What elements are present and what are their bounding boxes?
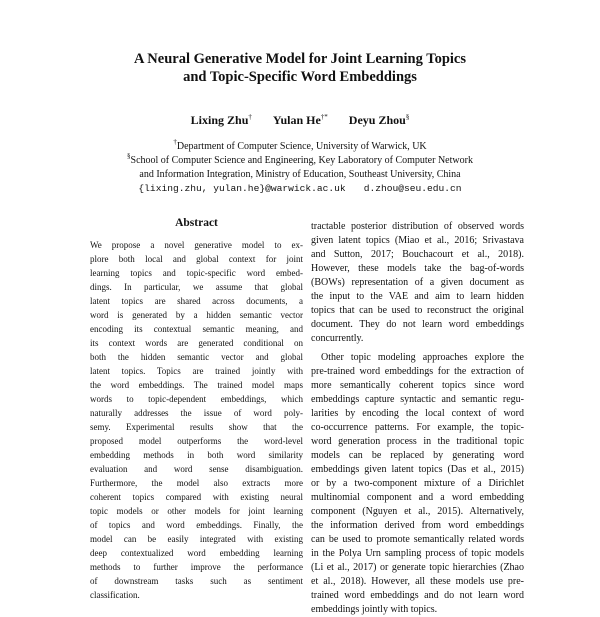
abstract-line: of downstream tasks such as sentiment xyxy=(90,576,303,586)
body-line: tractable posterior distribution of observed words xyxy=(311,221,524,232)
abstract-line: of topics and word embeddings. Finally, the xyxy=(90,520,303,530)
abstract-line: classification. xyxy=(90,590,140,600)
body-line: (BOWs) representation of a given document as xyxy=(311,277,524,288)
author-3 xyxy=(349,113,410,127)
affiliation-3 xyxy=(60,168,540,182)
body-line: multinomial component and a word embedding xyxy=(311,492,524,503)
body-line: component (Nguyen et al., 2015). Alternatively, xyxy=(311,506,524,517)
body-line: et al., 2018). However, all these models use pre- xyxy=(311,576,524,587)
abstract-body xyxy=(90,238,303,602)
body-line: (Li et al., 2017) or generate topic hierarchies (Zhao xyxy=(311,562,524,573)
body-line: models can be replaced by generating word xyxy=(311,450,524,461)
abstract-line: learning topics and topic-specific word embed- xyxy=(90,268,303,278)
affiliation-mark: § xyxy=(127,152,131,160)
paragraph-2 xyxy=(311,351,524,617)
abstract-line: dings. In particular, we assume that global xyxy=(90,282,303,292)
affiliations xyxy=(60,140,540,196)
abstract-line: deep contextualized word embedding learning xyxy=(90,548,303,558)
left-column xyxy=(90,216,303,602)
abstract-line: its context words are generated conditional on xyxy=(90,338,303,348)
email-seu: d.zhou@seu.edu.cn xyxy=(363,183,462,194)
author-2 xyxy=(273,113,328,127)
author-name: Deyu Zhou xyxy=(348,113,406,127)
body-line: or by a two-component mixture of a Dirichlet xyxy=(311,478,524,489)
abstract-line: latent topics are shared across documents, a xyxy=(90,296,303,306)
abstract-line: word is generated by a hidden semantic vector xyxy=(90,310,303,320)
body-line: Other topic modeling approaches explore the xyxy=(321,352,524,363)
paper-title xyxy=(60,50,540,86)
body-line: document. They do not learn word embeddings xyxy=(311,319,524,330)
abstract-line: embedding methods in both word similarity xyxy=(90,450,303,460)
body-line: topics that can be used to reconstruct the original xyxy=(311,305,524,316)
body-line: in the Polya Urn sampling process of topic models xyxy=(311,548,524,559)
abstract-heading: Abstract xyxy=(175,217,218,229)
body-line: embeddings given latent topics (Das et al., 2015) xyxy=(311,464,524,475)
abstract-line: coherent topics compared with existing neural xyxy=(90,492,303,502)
abstract-line: plore both local and global context for joint xyxy=(90,254,303,264)
abstract-line: both the hidden semantic vector and global xyxy=(90,352,303,362)
body-line: embeddings capture syntactic and semantic regu- xyxy=(311,394,524,405)
abstract-line: words to topic-dependent embeddings, which xyxy=(90,394,303,404)
body-line: concurrently. xyxy=(311,333,364,344)
abstract-line: model can be easily integrated with existing xyxy=(90,534,303,544)
abstract-line: naturally addresses the issue of word poly- xyxy=(90,408,303,418)
body-line: However, these models take the bag-of-words xyxy=(311,263,524,274)
affiliation-2 xyxy=(60,154,540,168)
affiliation-mark: † xyxy=(173,138,177,146)
author-name: Lixing Zhu xyxy=(190,113,249,127)
title-line-1: A Neural Generative Model for Joint Learning Topics xyxy=(133,51,466,67)
author-mark: †* xyxy=(320,113,328,121)
affiliation-text: School of Computer Science and Engineering, Key Laboratory of Computer Network xyxy=(130,155,473,166)
abstract-line: proposed model outperforms the word-level xyxy=(90,436,303,446)
author-list xyxy=(60,112,540,128)
body-line: and Sutton, 2017; Bouchacourt et al., 2018). xyxy=(311,249,524,260)
right-column xyxy=(311,220,524,617)
author-mark: † xyxy=(248,113,252,121)
body-line: larities by encoding the local context of word xyxy=(311,408,524,419)
title-line-2: and Topic-Specific Word Embeddings xyxy=(183,69,417,85)
abstract-line: We propose a novel generative model to ex- xyxy=(90,240,303,250)
author-name: Yulan He xyxy=(272,113,321,127)
body-line: word generation process in the traditional topic xyxy=(311,436,524,447)
author-1 xyxy=(191,113,252,127)
abstract-line: latent topics. Topics are trained jointly with xyxy=(90,366,303,376)
affiliation-text: and Information Integration, Ministry of Education, Southeast University, China xyxy=(139,169,461,180)
abstract-line: the word embeddings. The trained model maps xyxy=(90,380,303,390)
body-line: can be used to promote semantically related words xyxy=(311,534,524,545)
body-line: embeddings jointly with topics. xyxy=(311,604,438,615)
abstract-line: topic models or other models for joint learning xyxy=(90,506,303,516)
abstract-line: evaluation and word sense disambiguation. xyxy=(90,464,303,474)
author-mark: § xyxy=(405,113,410,121)
body-line: the input to the VAE and aim to learn hidden xyxy=(311,291,524,302)
author-emails xyxy=(60,182,540,196)
body-line: trained word embeddings and do not learn word xyxy=(311,590,524,601)
abstract-line: Furthermore, the model also extracts more xyxy=(90,478,303,488)
body-line: more semantically coherent topics since word xyxy=(311,380,524,391)
paragraph-1 xyxy=(311,220,524,346)
email-warwick: {lixing.zhu, yulan.he}@warwick.ac.uk xyxy=(138,183,346,194)
abstract-line: methods to further improve the performance xyxy=(90,562,303,572)
abstract-line: encoding its contextual semantic meaning, and xyxy=(90,324,303,334)
abstract-line: semy. Experimental results show that the xyxy=(90,422,303,432)
affiliation-text: Department of Computer Science, University of Warwick, UK xyxy=(176,141,427,152)
body-line: pre-trained word embeddings for the extraction of xyxy=(311,366,524,377)
affiliation-1 xyxy=(60,140,540,154)
body-line: given latent topics (Miao et al., 2016; Srivastava xyxy=(311,235,524,246)
body-line: the information derived from word embeddings xyxy=(311,520,524,531)
body-line: co-occurrence patterns. For example, the topic- xyxy=(311,422,524,433)
